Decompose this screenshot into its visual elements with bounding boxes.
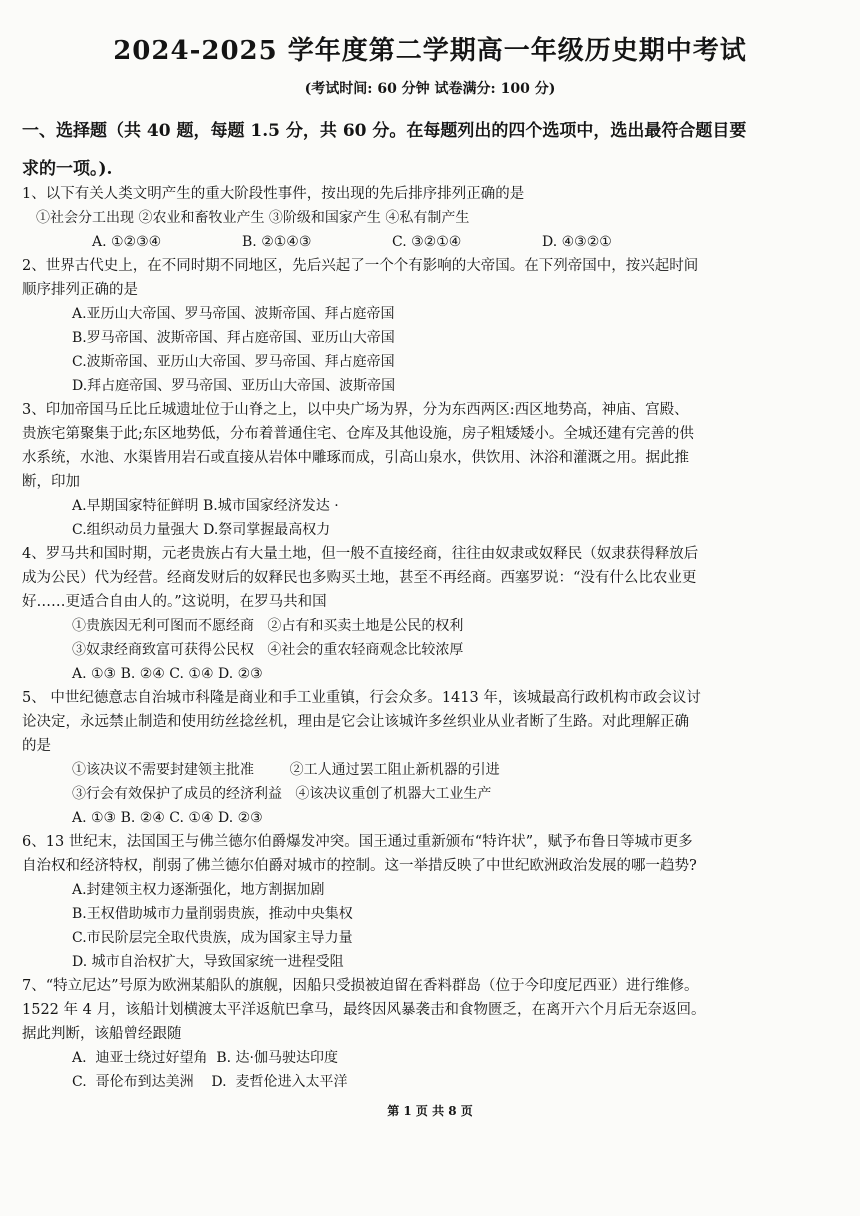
question-stem: 断，印加 — [22, 474, 80, 490]
answer-options: A. ①③ B. ②④ C. ①④ D. ②③ — [72, 810, 263, 826]
option-a: A.封建领主权力逐渐强化，地方割据加剧 — [72, 882, 325, 898]
option-row: C. 哥伦布到达美洲 D. 麦哲伦进入太平洋 — [72, 1074, 348, 1090]
question-stem: 1、以下有关人类文明产生的重大阶段性事件，按出现的先后排序排列正确的是 — [22, 186, 525, 202]
option-d: D. 城市自治权扩大，导致国家统一进程受阻 — [72, 954, 344, 970]
question-stem: 论决定，永远禁止制造和使用纺丝捻丝机，理由是它会让该城许多丝织业从业者断了生路。对此理解正确 — [22, 714, 689, 730]
option-b: B.罗马帝国、波斯帝国、拜占庭帝国、亚历山大帝国 — [72, 330, 395, 346]
exam-info: (考试时间: 60 分钟 试卷满分: 100 分) — [304, 81, 556, 97]
statement-row: ①该决议不需要封建领主批准 ②工人通过罢工阻止新机器的引进 — [72, 762, 500, 778]
question-stem: 自治权和经济特权，削弱了佛兰德尔伯爵对城市的控制。这一举措反映了中世纪欧洲政治发展的哪一趋势? — [22, 858, 697, 874]
option-d: D. ④③②① — [542, 234, 612, 250]
question-4 — [22, 542, 822, 686]
question-stem: 贵族宅第聚集于此;东区地势低，分布着普通住宅、仓库及其他设施，房子粗矮矮小。全城还建有完善的供 — [22, 426, 694, 442]
question-stem: 6、13 世纪末，法国国王与佛兰德尔伯爵爆发冲突。国王通过重新颁布“特许状”，赋予布鲁日等城市更多 — [22, 834, 693, 850]
option-b: B.王权借助城市力量削弱贵族，推动中央集权 — [72, 906, 353, 922]
option-c: C.波斯帝国、亚历山大帝国、罗马帝国、拜占庭帝国 — [72, 354, 395, 370]
question-stem: 3、印加帝国马丘比丘城遗址位于山脊之上，以中央广场为界，分为东西两区:西区地势高，神庙、宫殿、 — [22, 402, 689, 418]
answer-options — [22, 230, 822, 254]
question-stem: 7、“特立尼达”号原为欧洲某船队的旗舰，因船只受损被迫留在香料群岛（位于今印度尼西亚）进行维修。 — [22, 978, 699, 994]
question-stem: 5、 中世纪德意志自治城市科隆是商业和手工业重镇，行会众多。1413 年，该城最高行政机构市政会议讨 — [22, 690, 701, 706]
question-2 — [22, 254, 822, 398]
question-items: ①社会分工出现 ②农业和畜牧业产生 ③阶级和国家产生 ④私有制产生 — [36, 210, 470, 226]
question-stem: 的是 — [22, 738, 51, 754]
question-stem: 顺序排列正确的是 — [22, 282, 138, 298]
section-heading-line: 一、选择题（共 40 题，每题 1.5 分，共 60 分。在每题列出的四个选项中，选出最符合题目要 — [22, 121, 747, 141]
question-1 — [22, 182, 822, 254]
question-5 — [22, 686, 822, 830]
question-stem: 4、罗马共和国时期，元老贵族占有大量土地，但一般不直接经商，往往由奴隶或奴释民（奴隶获得释放后 — [22, 546, 699, 562]
question-stem: 好……更适合自由人的。”这说明，在罗马共和国 — [22, 594, 327, 610]
option-c: C.市民阶层完全取代贵族，成为国家主导力量 — [72, 930, 353, 946]
question-stem: 1522 年 4 月，该船计划横渡太平洋返航巴拿马，最终因风暴袭击和食物匮乏，在离开六个月后无奈返回。 — [22, 1002, 706, 1018]
question-stem: 水系统，水池、水渠皆用岩石或直接从岩体中雕琢而成，引高山泉水，供饮用、沐浴和灌溉之用。据此推 — [22, 450, 689, 466]
statement-row: ①贵族因无利可图而不愿经商 ②占有和买卖土地是公民的权利 — [72, 618, 464, 634]
option-c: C. ③②①④ — [392, 234, 462, 250]
page-title: 2024-2025 学年度第二学期高一年级历史期中考试 — [113, 36, 747, 66]
question-6 — [22, 830, 822, 974]
question-stem: 据此判断，该船曾经跟随 — [22, 1026, 182, 1042]
question-7 — [22, 974, 822, 1094]
question-stem: 成为公民）代为经营。经商发财后的奴释民也多购买土地，甚至不再经商。西塞罗说：“没有什么比农业更 — [22, 570, 697, 586]
question-3 — [22, 398, 822, 542]
option-a: A.亚历山大帝国、罗马帝国、波斯帝国、拜占庭帝国 — [72, 306, 395, 322]
page-number: 第 1 页 共 8 页 — [387, 1104, 473, 1118]
section-heading — [22, 112, 822, 188]
option-row: A.早期国家特征鲜明 B.城市国家经济发达 · — [72, 498, 339, 514]
answer-options: A. ①③ B. ②④ C. ①④ D. ②③ — [72, 666, 263, 682]
question-stem: 2、世界古代史上，在不同时期不同地区，先后兴起了一个个有影响的大帝国。在下列帝国中，按兴起时间 — [22, 258, 699, 274]
option-b: B. ②①④③ — [242, 234, 312, 250]
option-row: C.组织动员力量强大 D.祭司掌握最高权力 — [72, 522, 331, 538]
option-d: D.拜占庭帝国、罗马帝国、亚历山大帝国、波斯帝国 — [72, 378, 396, 394]
option-row: A. 迪亚士绕过好望角 B. 达·伽马驶达印度 — [72, 1050, 338, 1066]
statement-row: ③奴隶经商致富可获得公民权 ④社会的重农轻商观念比较浓厚 — [72, 642, 464, 658]
section-heading-line: 求的一项。). — [22, 159, 113, 179]
statement-row: ③行会有效保护了成员的经济利益 ④该决议重创了机器大工业生产 — [72, 786, 492, 802]
option-a: A. ①②③④ — [92, 234, 162, 250]
